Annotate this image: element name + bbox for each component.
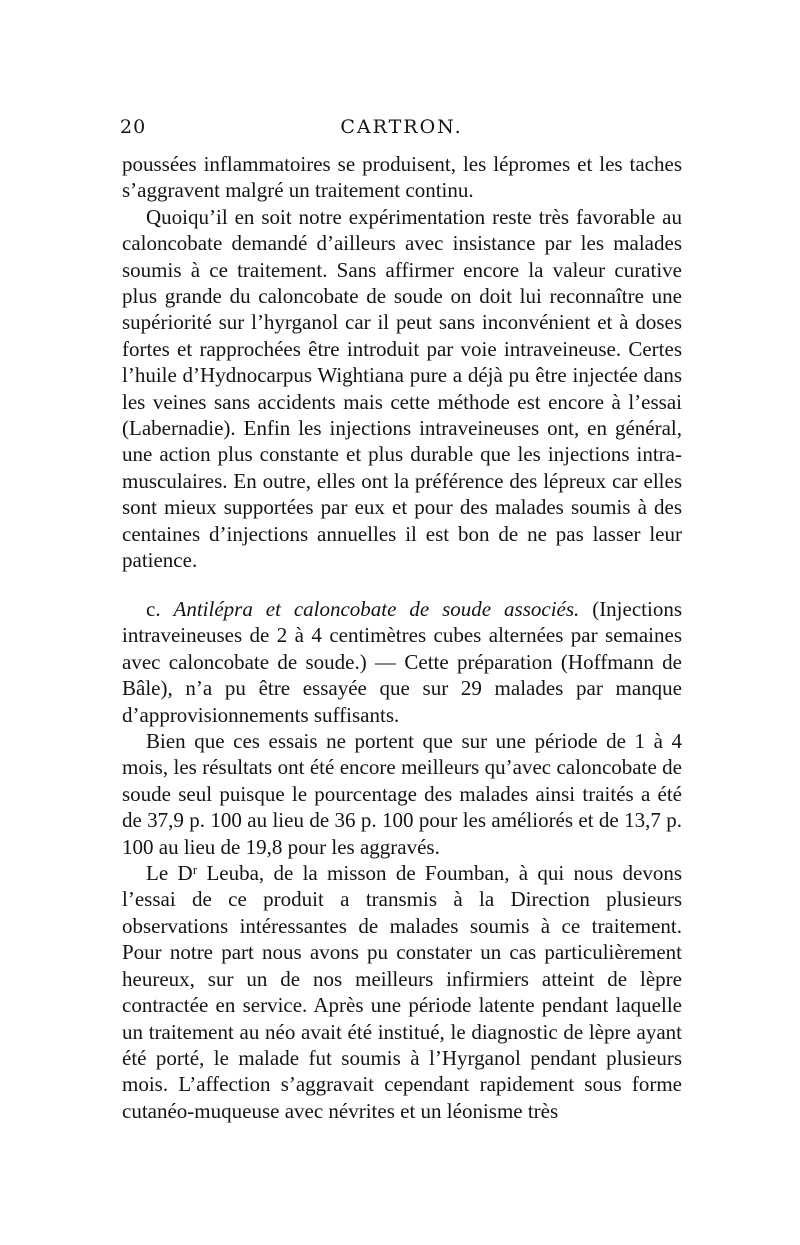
paragraph-continuation: poussées inflammatoires se produisent, les lépromes et les taches s’aggravent malgré un traitement continu.	[122, 152, 682, 203]
text-block-lower	[122, 596, 682, 1124]
section-letter: c.	[146, 597, 174, 621]
section-title: Antilépra et caloncobate de soude associés.	[173, 597, 580, 621]
paragraph-leuba: Le Dʳ Leuba, de la misson de Foumban, à qui nous devons l’essai de ce produit a transmis à la Direction plusieurs observations intéressantes de malades soumis à ce traitement. Pour notre part nous avons pu constater un cas particulièrement heureux, sur un de nos meilleurs infirmiers atteint de lèpre contractée en service. Après une période latente pendant laquelle un traitement au néo avait été institué, le diagnostic de lèpre ayant été porté, le malade fut soumis à l’Hyrganol pendant plusieurs mois. L’affection s’aggravait cependant rapidement sous forme cutanéo-muqueuse avec névrites et un léonisme très	[122, 861, 682, 1123]
page-header	[120, 116, 683, 146]
page-number: 20	[120, 116, 147, 138]
running-head: CARTRON.	[340, 116, 463, 138]
paragraph-caloncobate: Quoiqu’il en soit notre expérimentation reste très favorable au caloncobate demandé d’ailleurs avec insistance par les malades soumis à ce traitement. Sans affirmer encore la valeur curative plus grande du caloncobate de soude on doit lui reconnaître une supériorité sur l’hyrganol car il peut sans inconvénient et à doses fortes et rapprochées être introduit par voie intraveineuse. Certes l’huile d’Hydnocarpus Wightiana pure a déjà pu être injectée dans les veines sans accidents mais cette méthode est encore à l’essai (Labernadie). Enfin les injections intraveineuses ont, en général, une action plus constante et plus durable que les injections intra-musculaires. En outre, elles ont la préférence des lépreux car elles sont mieux supportées par eux et pour des malades soumis à des centaines d’injections annuelles il est bon de ne pas lasser leur patience.	[122, 204, 682, 573]
paragraph-section-c	[122, 596, 682, 728]
text-block-upper	[122, 151, 682, 574]
section-body: (Injections intraveineuses de 2 à 4 centimètres cubes alternées par semaines avec caloncobate de soude.) — Cette préparation (Hoffmann de Bâle), n’a pu être essayée que sur 29 malades par manque d’approvisionnements suffisants.	[122, 597, 683, 727]
paragraph-results: Bien que ces essais ne portent que sur une période de 1 à 4 mois, les résultats ont été encore meilleurs qu’avec caloncobate de soude seul puisque le pourcentage des malades ainsi traités a été de 37,9 p. 100 au lieu de 36 p. 100 pour les améliorés et de 13,7 p. 100 au lieu de 19,8 pour les aggravés.	[122, 729, 682, 859]
